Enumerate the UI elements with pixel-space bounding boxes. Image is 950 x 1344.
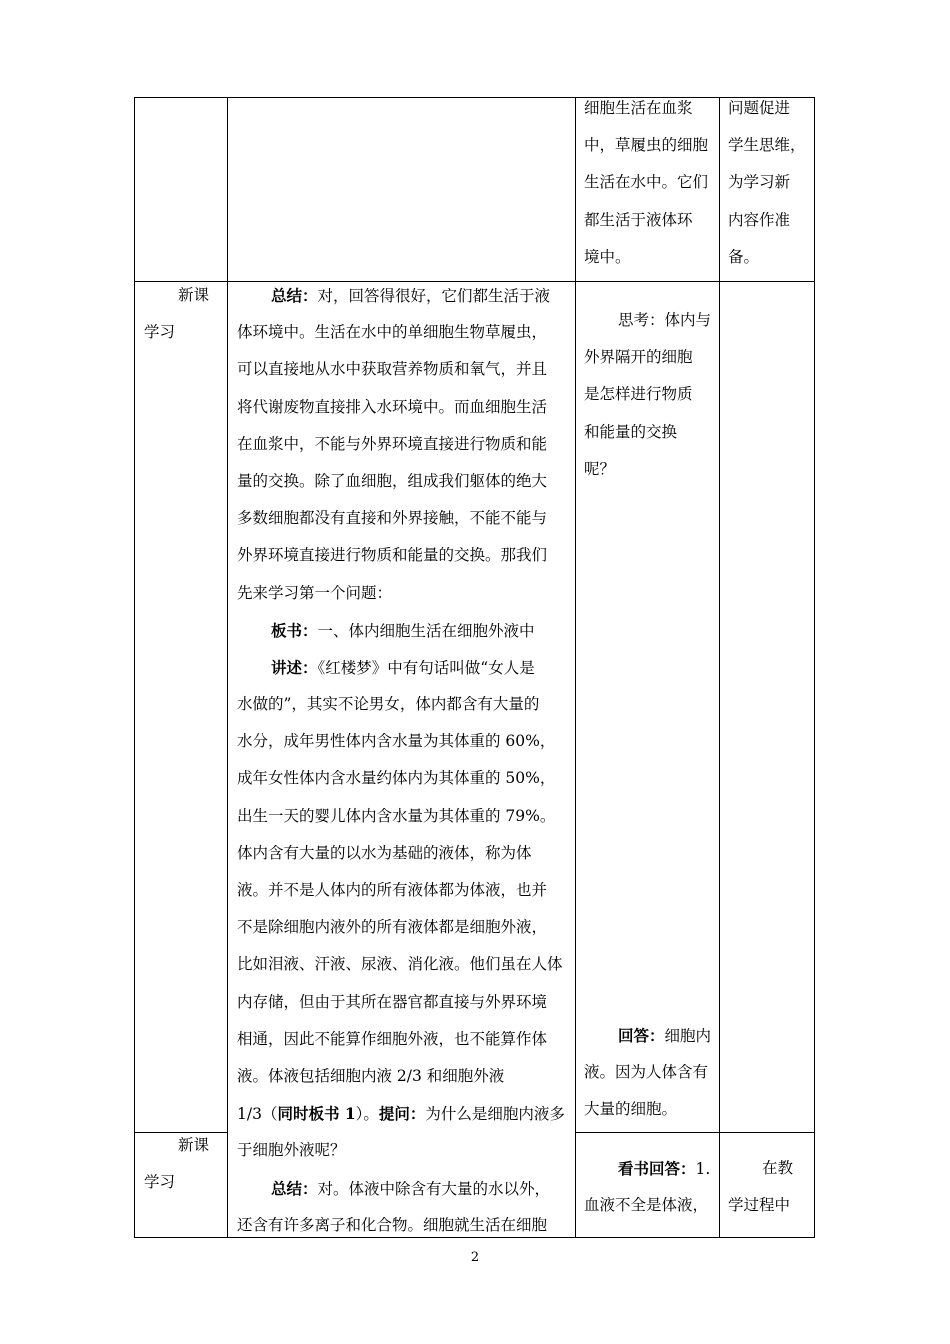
- text-span: 细胞内: [664, 1027, 712, 1045]
- text-line: 内存储，但由于其所在器官都直接与外界环境: [237, 992, 548, 1011]
- text-line: 和能量的交换: [584, 422, 678, 441]
- text-line: 出生一天的婴儿体内含水量为其体重的 79%。: [237, 806, 556, 825]
- text-span: 对，回答得很好，它们都生活于液: [317, 287, 551, 305]
- text-span: 对。体液中除含有大量的水以外，: [317, 1179, 551, 1198]
- row1-intent-cell: [728, 90, 806, 276]
- page-number: 2: [470, 1250, 480, 1265]
- text-line: 境中。: [584, 247, 631, 266]
- text-line: 相通，因此不能算作细胞外液，也不能算作体: [237, 1029, 548, 1048]
- text-line: 备。: [728, 247, 760, 266]
- table-border-left: [134, 97, 135, 1238]
- table-divider-col3: [719, 97, 720, 1238]
- table-border-right: [814, 97, 815, 1238]
- paragraph-summary-2: [237, 1170, 565, 1207]
- text-line: 是怎样进行物质: [584, 385, 693, 404]
- row3-student-activity-cell: [584, 1150, 710, 1224]
- text-line: 液。因为人体含有: [584, 1063, 709, 1082]
- text-line: 先来学习第一个问题：: [237, 583, 393, 602]
- lecture-label: 讲述：: [271, 657, 318, 677]
- text-line: 于细胞外液呢？: [237, 1141, 346, 1160]
- answer-line: [584, 1017, 711, 1054]
- text-line: 学过程中: [728, 1196, 791, 1215]
- text-line: 中，草履虫的细胞: [584, 136, 709, 155]
- row3-stage-cell: [144, 1127, 209, 1201]
- text-line: 液。体液包括细胞内液 2/3 和细胞外液: [237, 1066, 505, 1085]
- table-divider-col2: [575, 97, 576, 1238]
- text-line: 不是除细胞内液外的所有液体都是细胞外液，: [237, 918, 548, 937]
- answer-label: 回答：: [618, 1026, 665, 1045]
- text-span: ）。: [355, 1105, 379, 1124]
- text-line: 比如泪液、汗液、尿液、消化液。他们虽在人体: [237, 955, 563, 974]
- text-line: 血液不全是体液，: [584, 1196, 709, 1215]
- board-label: 板书：: [271, 620, 318, 640]
- read-answer-label: 看书回答：: [618, 1159, 696, 1178]
- text-line: 还含有许多离子和化合物。细胞就生活在细胞: [237, 1215, 548, 1234]
- text-line: 体内含有大量的以水为基础的液体，称为体: [237, 843, 532, 862]
- paragraph-board: [237, 612, 565, 649]
- text-line: 量的交换。除了血细胞，组成我们躯体的绝大: [237, 471, 548, 490]
- text-span: 1.: [695, 1160, 711, 1178]
- stage-label: 新课: [178, 1136, 210, 1154]
- table-row-divider-2b: [575, 1132, 815, 1133]
- row3-intent-cell: [728, 1150, 793, 1224]
- text-line: 体环境中。生活在水中的单细胞生物草履虫，: [237, 323, 548, 342]
- text-line-mixed: [237, 1095, 565, 1132]
- text-line: 水分，成年男性体内含水量为其体重的 60%，: [237, 732, 556, 751]
- text-line: 问题促进: [728, 99, 791, 117]
- row2-student-think-cell: [584, 302, 711, 488]
- stage-label: 新课: [178, 286, 210, 304]
- stage-label: 学习: [144, 323, 176, 342]
- text-line: 学生思维，: [728, 136, 806, 155]
- text-line: 大量的细胞。: [584, 1100, 678, 1119]
- row2-student-answer-cell: [584, 1017, 711, 1129]
- text-line: 液。并不是人体内的所有液体都为体液，也并: [237, 881, 548, 899]
- paragraph-lecture: [237, 649, 565, 686]
- text-line: 内容作准: [728, 210, 791, 229]
- stage-label: 学习: [144, 1173, 176, 1192]
- text-line: 生活在水中。它们: [584, 173, 709, 192]
- row2-stage-cell: [144, 277, 209, 351]
- text-line: 成年女性体内含水量约体内为其体重的 50%，: [237, 769, 556, 788]
- text-span: 《红楼梦》中有句话叫做“女人是: [317, 658, 535, 677]
- question-label: 提问：: [378, 1104, 426, 1124]
- paragraph-summary: [237, 277, 565, 314]
- text-line: 细胞生活在血浆: [584, 99, 693, 117]
- table-border-top: [134, 97, 815, 98]
- board-note: 同时板书 1: [277, 1104, 356, 1124]
- text-line: 可以直接地从水中获取营养物质和氧气，并且: [237, 360, 548, 379]
- text-span: 为什么是细胞内液多: [425, 1105, 565, 1124]
- text-line: 在教: [762, 1159, 794, 1177]
- text-line: 水做的”，其实不论男女，体内都含有大量的: [237, 695, 540, 714]
- summary-label: 总结：: [271, 1178, 318, 1198]
- table-divider-col1: [227, 97, 228, 1238]
- text-line: 外界环境直接进行物质和能量的交换。那我们: [237, 546, 548, 565]
- row2-teacher-activity-cell: [237, 277, 565, 1244]
- text-line: 将代谢废物直接排入水环境中。而血细胞生活: [237, 397, 548, 416]
- text-line: 思考：体内与: [618, 311, 712, 329]
- text-span: 一、体内细胞生活在细胞外液中: [317, 621, 535, 640]
- text-line: 外界隔开的细胞: [584, 348, 693, 367]
- text-span: 1/3（: [237, 1105, 278, 1124]
- read-answer-line: [584, 1150, 710, 1187]
- text-line: 在血浆中，不能与外界环境直接进行物质和能: [237, 434, 548, 453]
- text-line: 多数细胞都没有直接和外界接触，不能不能与: [237, 509, 548, 528]
- text-line: 为学习新: [728, 173, 791, 192]
- text-line: 呢？: [584, 459, 616, 478]
- summary-label: 总结：: [271, 286, 318, 305]
- text-line: 都生活于液体环: [584, 210, 693, 229]
- row1-activity-cell: [584, 90, 708, 276]
